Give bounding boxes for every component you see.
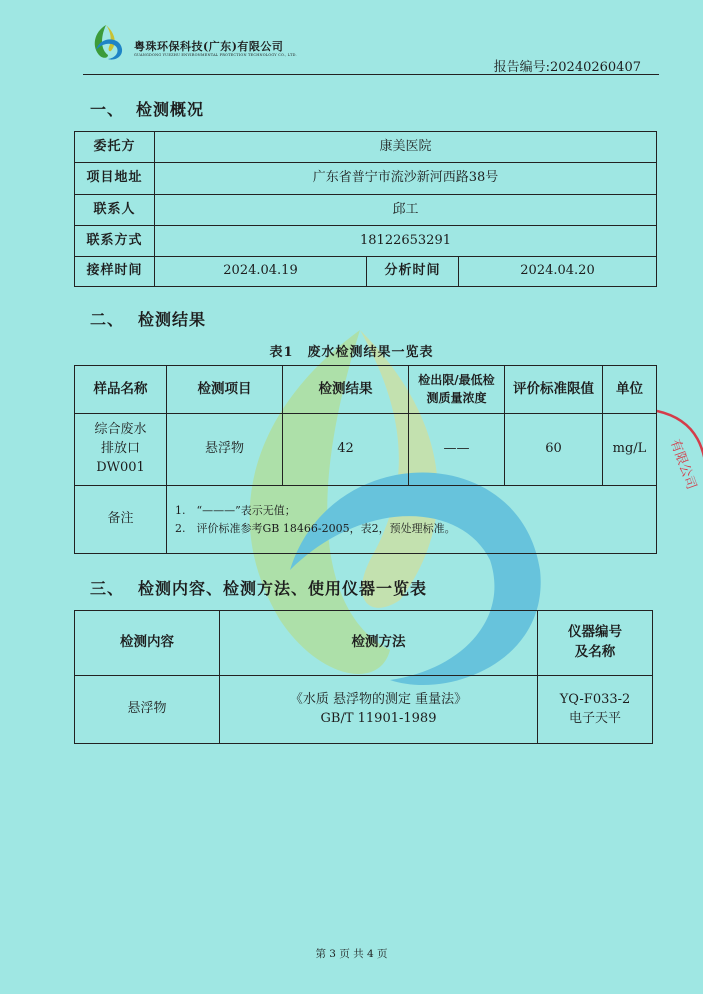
test-item-cell: 悬浮物 — [167, 414, 283, 486]
report-number: 报告编号:20240260407 — [493, 60, 641, 75]
section-3-heading — [90, 576, 427, 599]
header-detection-limit-line1: 检出限/最低检 — [418, 373, 495, 388]
header-test-content: 检测内容 — [75, 611, 220, 676]
company-name-english: GUANGDONG YUEZHU ENVIRONMENTAL PROTECTION TECHNOLOGY CO., LTD. — [134, 53, 297, 57]
section-2-title: 检测结果 — [138, 310, 207, 329]
remark-line-2: 2. 评价标准参考GB 18466-2005，表2，预处理标准。 — [175, 521, 456, 535]
methods-header-row — [75, 611, 653, 676]
analysis-time-label: 分析时间 — [367, 257, 459, 287]
row-value: 18122653291 — [155, 226, 657, 257]
section-1-heading — [90, 97, 204, 120]
header-instrument-line1: 仪器编号 — [568, 624, 622, 641]
results-header-row — [75, 366, 657, 414]
sample-name-line2: 排放口 — [100, 441, 140, 457]
standard-limit-cell: 60 — [505, 414, 603, 486]
sample-name-line1: 综合废水 — [94, 422, 147, 438]
row-label: 联系人 — [75, 195, 155, 226]
test-method-line2: GB/T 11901-1989 — [320, 710, 437, 726]
header-test-item: 检测项目 — [167, 366, 283, 414]
header-instrument — [538, 611, 653, 676]
section-3-title: 检测内容、检测方法、使用仪器一览表 — [138, 579, 428, 598]
instrument-cell — [538, 676, 653, 744]
company-name: 粤珠环保科技(广东)有限公司 — [134, 40, 284, 53]
remarks-content — [167, 486, 657, 554]
remark-line-1: 1. “———”表示无值； — [175, 503, 296, 517]
section-1-title: 检测概况 — [136, 100, 205, 119]
remarks-row — [75, 486, 657, 554]
test-method-cell — [220, 676, 538, 744]
header-test-result: 检测结果 — [283, 366, 409, 414]
analysis-time-value: 2024.04.20 — [459, 257, 657, 287]
sampling-time-value: 2024.04.19 — [155, 257, 367, 287]
overview-row — [75, 226, 657, 257]
overview-table — [74, 131, 657, 287]
sampling-time-label: 接样时间 — [75, 257, 155, 287]
unit-cell: mg/L — [603, 414, 657, 486]
sample-name-line3: DW001 — [96, 459, 145, 475]
header-instrument-line2: 及名称 — [574, 644, 616, 660]
company-logo-icon — [86, 22, 126, 62]
svg-text:有限公司: 有限公司 — [666, 437, 699, 492]
remarks-label: 备注 — [75, 486, 167, 554]
page-number-footer: 第 3 页 共 4 页 — [315, 948, 388, 960]
row-label: 委托方 — [75, 132, 155, 163]
header-rule — [83, 74, 659, 75]
header-standard-limit: 评价标准限值 — [505, 366, 603, 414]
company-seal-stamp — [653, 405, 703, 515]
row-label: 项目地址 — [75, 163, 155, 195]
section-2-heading — [90, 307, 206, 330]
overview-row — [75, 195, 657, 226]
header-unit: 单位 — [603, 366, 657, 414]
test-result-cell: 42 — [283, 414, 409, 486]
header-sample-name: 样品名称 — [75, 366, 167, 414]
overview-row-dates — [75, 257, 657, 287]
row-value: 康美医院 — [155, 132, 657, 163]
overview-row — [75, 163, 657, 195]
test-method-line1: 《水质 悬浮物的测定 重量法》 — [289, 691, 468, 707]
table-caption: 表1 废水检测结果一览表 — [269, 345, 434, 360]
table-row — [75, 414, 657, 486]
test-content-cell: 悬浮物 — [75, 676, 220, 744]
row-value: 广东省普宁市流沙新河西路38号 — [155, 163, 657, 195]
overview-row — [75, 132, 657, 163]
sample-name-cell — [75, 414, 167, 486]
instrument-line1: YQ-F033-2 — [559, 691, 631, 707]
detection-limit-cell: —— — [409, 414, 505, 486]
row-label: 联系方式 — [75, 226, 155, 257]
instrument-line2: 电子天平 — [568, 710, 621, 726]
section-1-number: 一、 — [90, 100, 125, 119]
methods-table — [74, 610, 653, 744]
results-table — [74, 365, 657, 554]
table-row — [75, 676, 653, 744]
row-value: 邱工 — [155, 195, 657, 226]
header-detection-limit — [409, 366, 505, 414]
section-2-number: 二、 — [90, 310, 125, 329]
header-detection-limit-line2: 测质量浓度 — [426, 390, 487, 405]
section-3-number: 三、 — [90, 579, 125, 598]
header-test-method: 检测方法 — [220, 611, 538, 676]
